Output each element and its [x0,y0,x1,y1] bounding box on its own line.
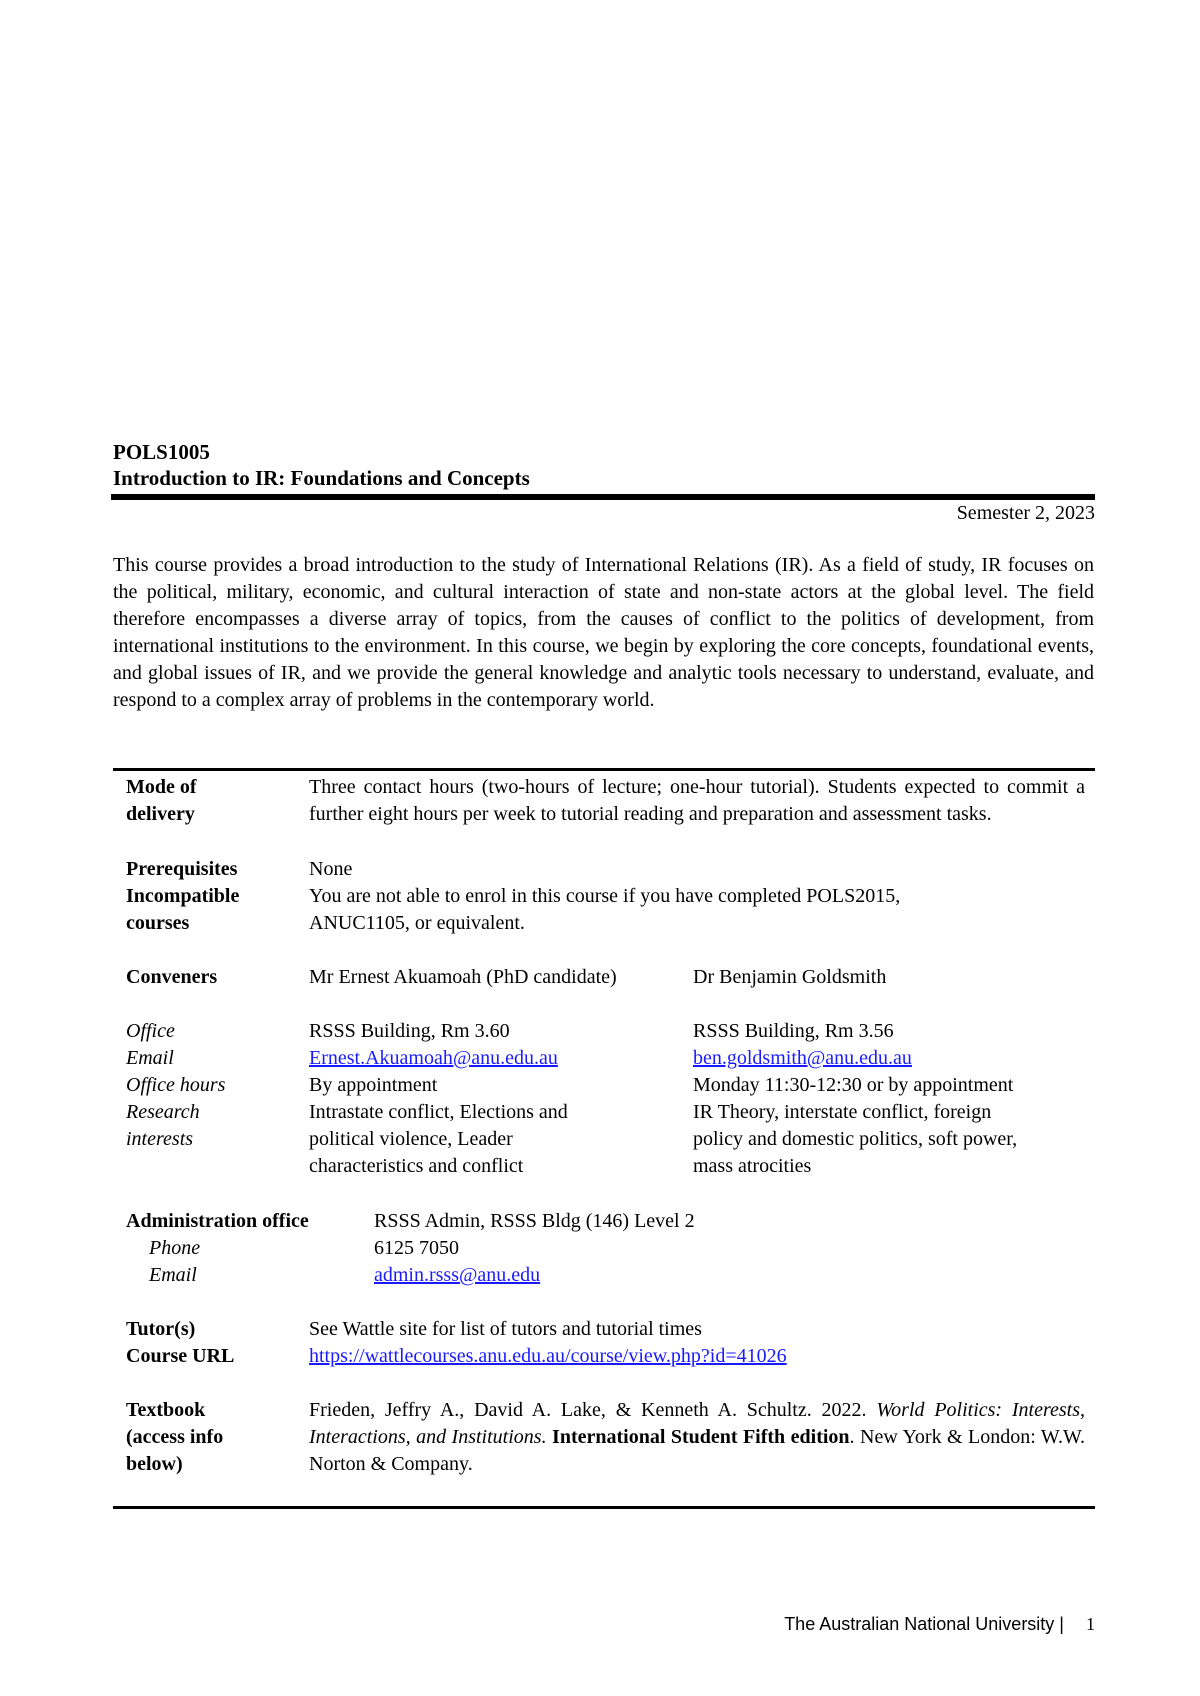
label-office: Office [126,1020,175,1042]
footer-university: The Australian National University | [784,1614,1064,1634]
page-footer [784,1614,1095,1635]
value-prerequisites: None [309,858,353,880]
convener-1-email-link[interactable]: Ernest.Akuamoah@anu.edu.au [309,1047,558,1069]
value-tutors: See Wattle site for list of tutors and tutorial times [309,1318,702,1340]
row-textbook [126,1397,1086,1478]
label-incompatible-courses: Incompatible courses [126,885,240,934]
label-admin-phone: Phone [149,1237,201,1259]
table-bottom-divider [113,1506,1095,1509]
page-number: 1 [1086,1614,1095,1634]
convener-2-name: Dr Benjamin Goldsmith [693,966,887,988]
course-description: This course provides a broad introduction to the study of International Relations (IR). As a field of study, IR focuses on the political, military, economic, and cultural interaction of state and non-state actors at the global level. The field therefore encompasses a diverse array of topics, from the causes of conflict to the politics of development, from international institutions to the environment. In this course, we begin by exploring the core concepts, foundational events, and global issues of IR, and we provide the general knowledge and analytic tools necessary to understand, evaluate, and respond to a complex array of problems in the contemporary world. [113,554,1094,711]
semester: Semester 2, 2023 [956,502,1095,524]
row-administration-office [126,1208,1086,1289]
label-textbook: Textbook (access info below) [126,1399,224,1475]
convener-2-office-hours: Monday 11:30-12:30 or by appointment [693,1074,1014,1096]
label-conveners: Conveners [126,966,218,988]
convener-1-office-hours: By appointment [309,1074,438,1096]
textbook-edition: International Student Fifth edition [552,1426,850,1448]
label-administration-office: Administration office [126,1210,309,1232]
label-mode-of-delivery: Mode of delivery [126,776,197,825]
table-top-divider [113,768,1095,771]
course-code: POLS1005 [113,440,210,464]
convener-2-office: RSSS Building, Rm 3.56 [693,1020,894,1042]
course-url-link[interactable]: https://wattlecourses.anu.edu.au/course/view.php?id=41026 [309,1345,787,1367]
convener-2-email-link[interactable]: ben.goldsmith@anu.edu.au [693,1047,912,1069]
label-course-url: Course URL [126,1345,235,1367]
label-email: Email [126,1047,174,1069]
label-research-interests: Research interests [126,1101,200,1150]
convener-1-research-interests: Intrastate conflict, Elections and political violence, Leader characteristics and conflict [309,1101,568,1177]
convener-2-research-interests: IR Theory, interstate conflict, foreign policy and domestic politics, soft power, mass atrocities [693,1101,1018,1177]
label-office-hours: Office hours [126,1074,226,1096]
value-incompatible-courses: You are not able to enrol in this course if you have completed POLS2015, ANUC1105, or equivalent. [309,885,901,934]
convener-1-office: RSSS Building, Rm 3.60 [309,1020,510,1042]
textbook-authors: Frieden, Jeffry A., David A. Lake, & Kenneth A. Schultz. 2022. [309,1399,867,1421]
value-administration-office: RSSS Admin, RSSS Bldg (146) Level 2 [374,1210,695,1232]
convener-1-name: Mr Ernest Akuamoah (PhD candidate) [309,966,617,988]
textbook-title: World Politics: Interests, Interactions, and Institutions. [309,1399,1086,1448]
admin-email-link[interactable]: admin.rsss@anu.edu [374,1264,541,1286]
value-textbook [309,1397,1085,1478]
value-mode-of-delivery: Three contact hours (two-hours of lecture; one-hour tutorial). Students expected to commit a further eight hours per week to tutorial reading and preparation and assessment tasks. [309,776,1085,825]
label-admin-email: Email [149,1264,197,1286]
course-title: Introduction to IR: Foundations and Concepts [113,466,530,490]
header-divider [111,494,1095,500]
textbook-publisher: . New York & London: W.W. Norton & Company. [309,1426,1085,1475]
row-mode-of-delivery [126,774,1086,855]
label-tutors: Tutor(s) [126,1318,196,1340]
label-prerequisites: Prerequisites [126,858,238,880]
value-admin-phone: 6125 7050 [374,1237,459,1259]
